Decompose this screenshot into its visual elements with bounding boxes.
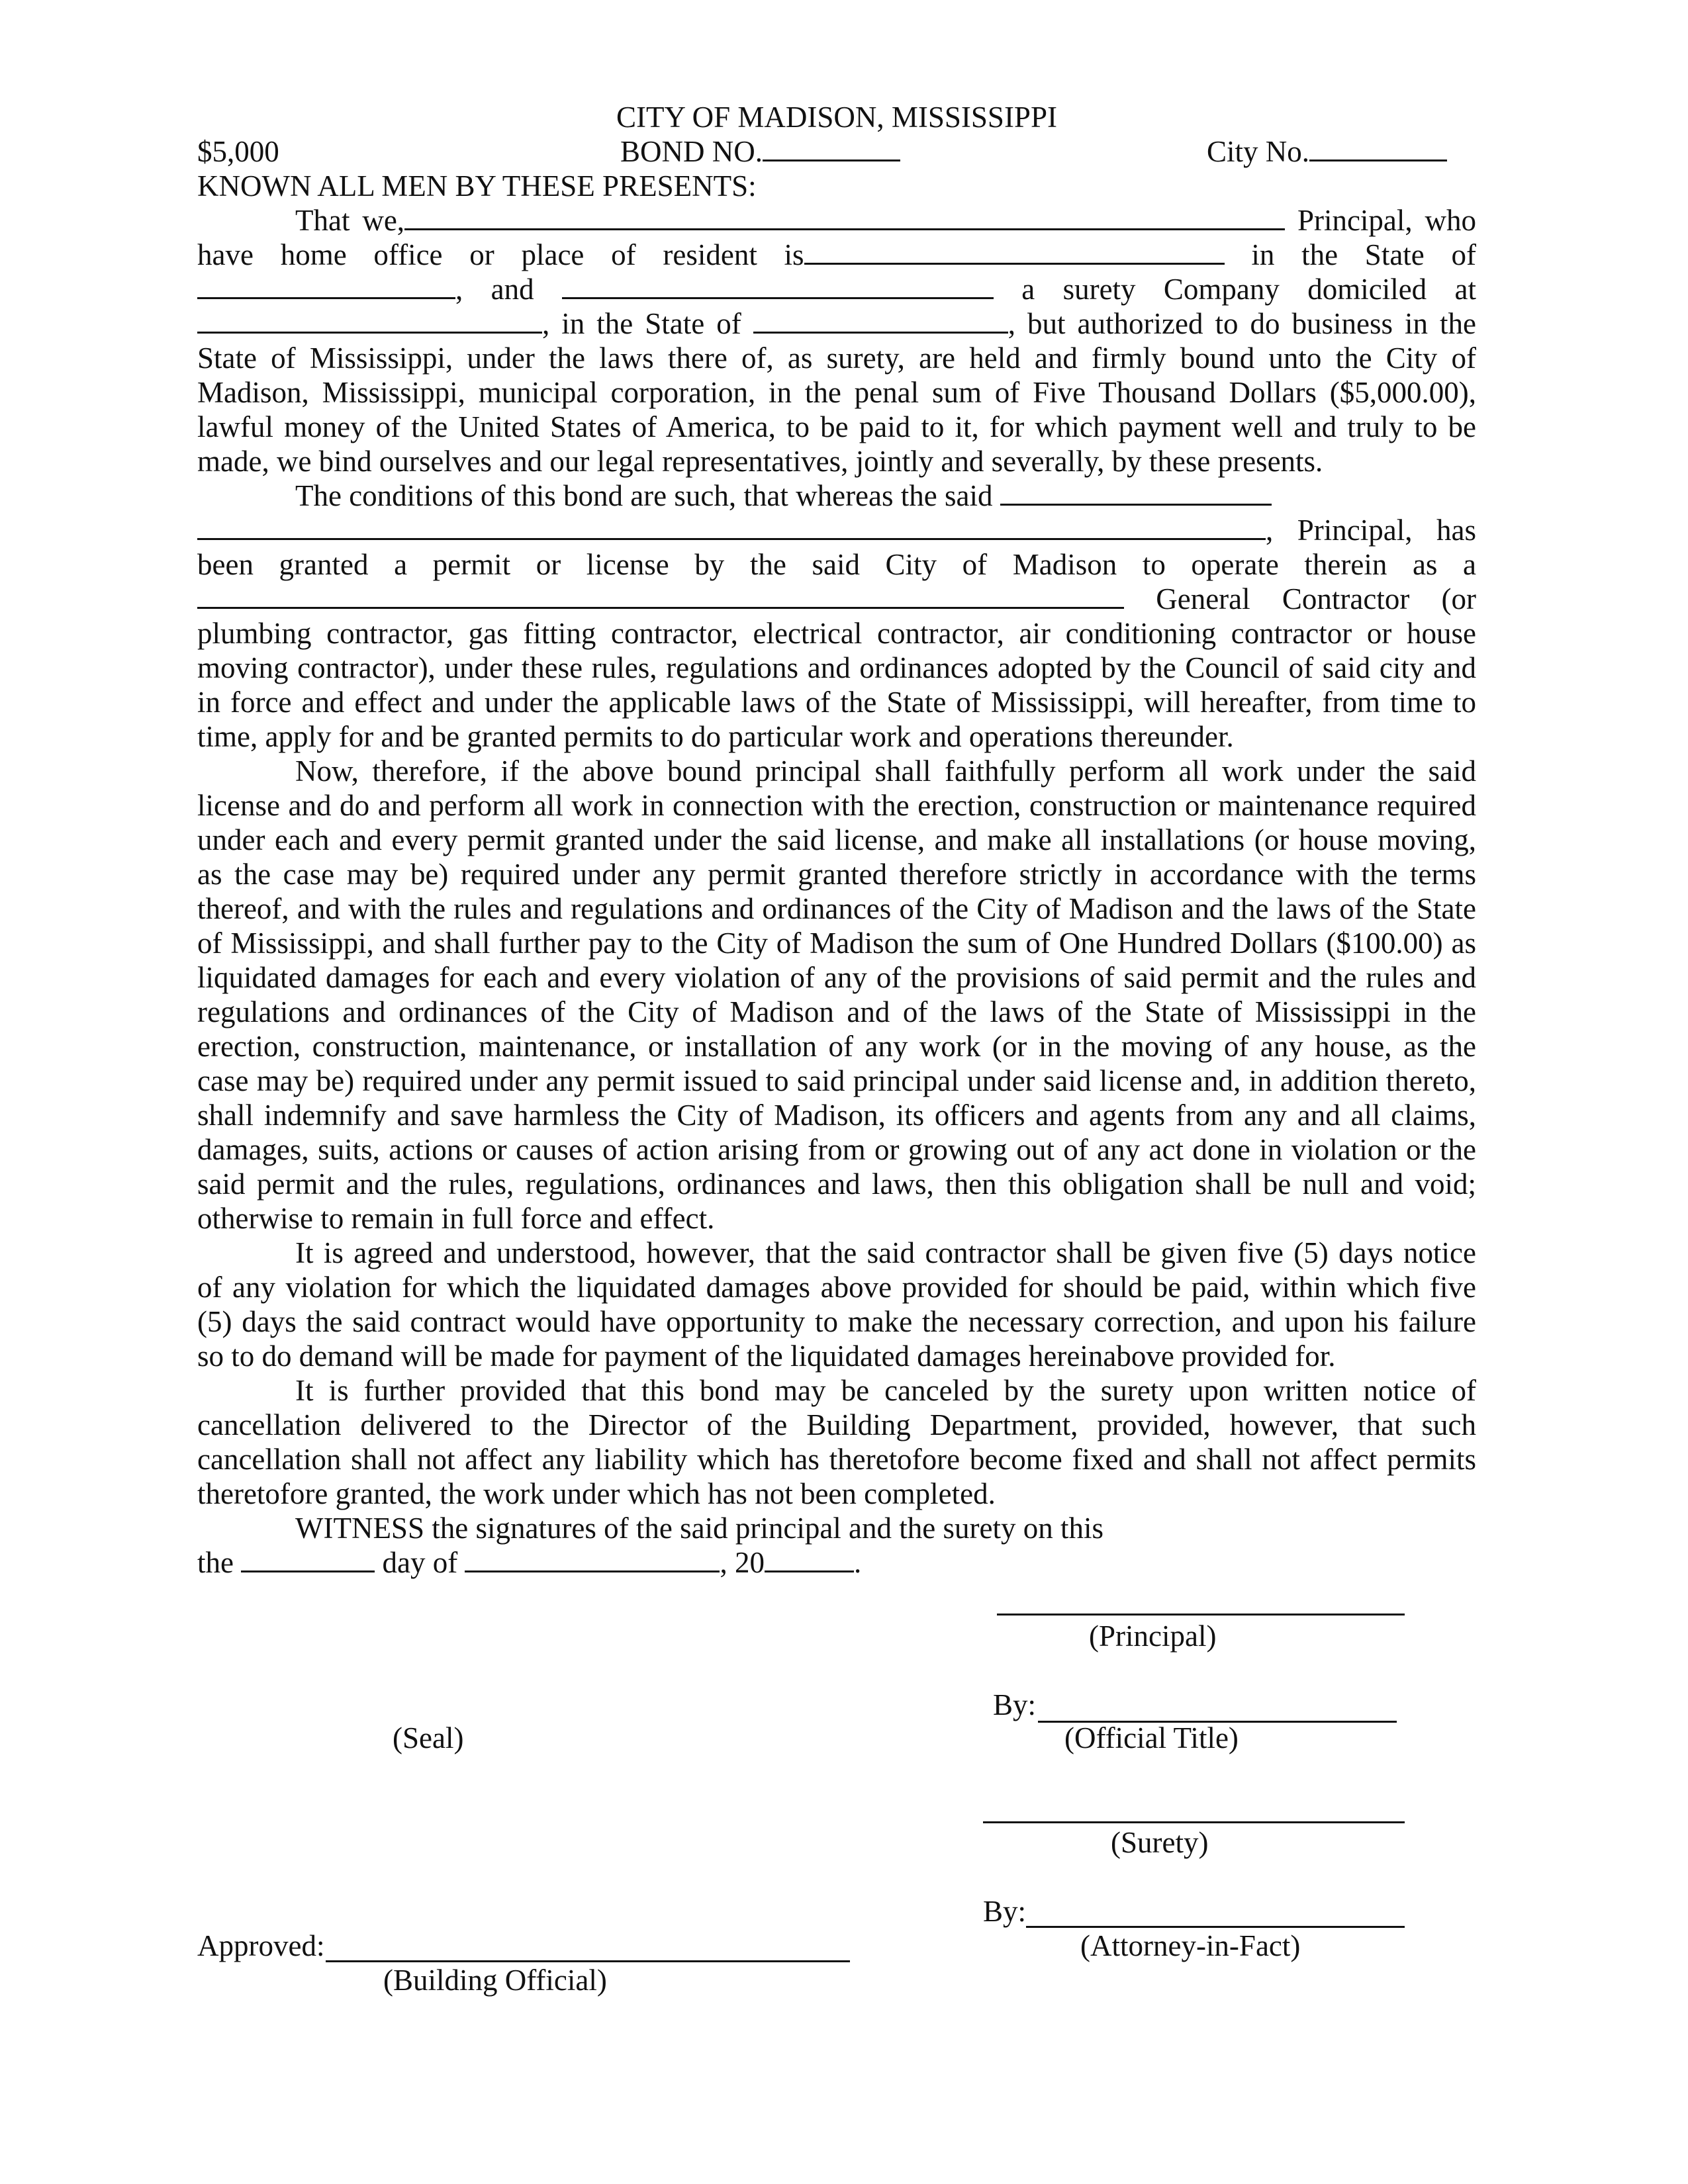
home-office-label: have home office or place of resident is [197, 238, 804, 271]
principal-state-blank[interactable] [197, 272, 455, 299]
the-label: the [197, 1546, 234, 1579]
paragraph-line: theretofore granted, the work under which has not been completed. [197, 1477, 996, 1510]
conditions-line-4 [197, 582, 1476, 616]
contractor-type-blank[interactable] [197, 582, 1124, 609]
city-no-field[interactable] [1207, 134, 1447, 169]
approved-label: Approved: [197, 1929, 325, 1962]
title-text: CITY OF MADISON, MISSISSIPPI [616, 101, 1057, 134]
intro-line-1 [197, 203, 1476, 238]
paragraph-line: as the case may be) required under any permit granted therefore strictly in accordance with the terms [197, 858, 1476, 891]
surety-signature-line[interactable] [983, 1821, 1405, 1823]
in-state-of-label: in the State of [1251, 238, 1476, 271]
paragraphs-body [197, 616, 1476, 1545]
paragraph-line: of any violation for which the liquidated damages above provided for should be paid, within which five [197, 1271, 1476, 1304]
paragraph-line: of Mississippi, and shall further pay to the City of Madison the sum of One Hundred Dollars ($100.00) as [197, 927, 1476, 960]
by-label-2: By: [983, 1895, 1027, 1928]
date-line [197, 1545, 1476, 1580]
intro-line-3 [197, 272, 1476, 306]
paragraph-line: WITNESS the signatures of the said principal and the surety on this [295, 1512, 1103, 1545]
paragraph-line: said permit and the rules, regulations, ordinances and laws, then this obligation shall be null and void; [197, 1167, 1476, 1201]
paragraph-line: damages, suits, actions or causes of action arising from or growing out of any act done in violation or the [197, 1133, 1476, 1166]
paragraph-line: in force and effect and under the applicable laws of the State of Mississippi, will hereafter, from time to [197, 686, 1476, 719]
surety-domicile-blank[interactable] [197, 306, 542, 334]
paragraph-line: under each and every permit granted under the said license, and make all installations (or house moving, [197, 823, 1476, 856]
conditions-principal-blank[interactable] [1000, 478, 1272, 506]
paragraph-line: otherwise to remain in full force and effect. [197, 1202, 715, 1235]
paragraph-line: It is agreed and understood, however, that the said contractor shall be given five (5) days notice [295, 1236, 1476, 1269]
paragraph-line: time, apply for and be granted permits to do particular work and operations thereunder. [197, 720, 1234, 753]
year-blank[interactable] [765, 1545, 854, 1572]
principal-has-label: , Principal, has [1266, 514, 1476, 547]
paragraph-line: (5) days the said contract would have opportunity to make the necessary correction, and upon his failure [197, 1305, 1476, 1338]
paragraph-line: Now, therefore, if the above bound principal shall faithfully perform all work under the said [295, 754, 1476, 788]
paragraph-line: It is further provided that this bond may be canceled by the surety upon written notice of [295, 1374, 1476, 1407]
official-title-caption: (Official Title) [1064, 1721, 1239, 1754]
bond-header-row [197, 134, 1476, 169]
paragraph-line: lawful money of the United States of America, to be paid to it, for which payment well and truly to be [197, 410, 1476, 443]
principal-name-blank[interactable] [404, 203, 1285, 230]
attorney-caption: (Attorney-in-Fact) [1080, 1929, 1301, 1962]
granted-text: been granted a permit or license by the said City of Madison to operate therein as a [197, 548, 1476, 581]
bond-no-label: BOND NO. [620, 135, 763, 168]
approved-signature-line[interactable] [326, 1960, 850, 1962]
paragraph-line: made, we bind ourselves and our legal representatives, jointly and severally, by these presents. [197, 445, 1323, 478]
paragraph-line: regulations and ordinances of the City of Madison and of the laws of the State of Mississippi in the [197, 995, 1476, 1028]
principal-caption: (Principal) [1089, 1619, 1217, 1653]
paragraph-line: case may be) required under any permit issued to said principal under said license and, in addition thereto, [197, 1064, 1476, 1097]
period: . [853, 1546, 862, 1579]
bond-no-field[interactable] [620, 134, 900, 169]
day-blank[interactable] [241, 1545, 375, 1572]
paragraph-line: so to do demand will be made for payment of the liquidated damages hereinabove provided for. [197, 1340, 1336, 1373]
surety-company-label: a surety Company domiciled at [1021, 273, 1476, 306]
surety-company-blank[interactable] [562, 272, 994, 299]
building-official-caption: (Building Official) [383, 1964, 607, 1997]
principal-who-label: Principal, who [1297, 204, 1476, 237]
intro-line-4 [197, 306, 1476, 341]
conditions-intro: The conditions of this bond are such, that whereas the said [295, 479, 993, 512]
paragraph-line: State of Mississippi, under the laws there of, as surety, are held and firmly bound unto the City of [197, 341, 1476, 375]
month-blank[interactable] [465, 1545, 720, 1572]
residence-blank[interactable] [804, 238, 1225, 265]
intro-line-2 [197, 238, 1476, 272]
city-no-label: City No. [1207, 135, 1310, 168]
and-label: , and [455, 273, 534, 306]
paragraph-line: cancellation delivered to the Director of the Building Department, provided, however, that such [197, 1408, 1476, 1441]
bond-amount: $5,000 [197, 135, 279, 168]
authorized-label: , but authorized to do business in the [1008, 307, 1476, 340]
city-no-blank[interactable] [1309, 134, 1447, 161]
bond-document [197, 100, 1476, 1580]
conditions-line-2 [197, 513, 1476, 547]
conditions-line-3 [197, 547, 1476, 582]
paragraph-line: Madison, Mississippi, municipal corporation, in the penal sum of Five Thousand Dollars ($5,000.00), [197, 376, 1476, 409]
that-we-label: That we, [295, 204, 405, 237]
conditions-principal-name-blank[interactable] [197, 513, 1266, 540]
paragraph-line: plumbing contractor, gas fitting contractor, electrical contractor, air conditioning contractor or house [197, 617, 1476, 650]
paragraph-line: moving contractor), under these rules, regulations and ordinances adopted by the Council of said city and [197, 651, 1476, 684]
conditions-line-1 [197, 478, 1476, 513]
bond-no-blank[interactable] [763, 134, 900, 161]
general-contractor-label: General Contractor (or [1156, 582, 1476, 615]
document-title [197, 100, 1476, 134]
paragraph-line: thereof, and with the rules and regulations and ordinances of the City of Madison and the laws of the State [197, 892, 1476, 925]
paragraph-line: erection, construction, maintenance, or installation of any work (or in the moving of any house, as the [197, 1030, 1476, 1063]
known-text: KNOWN ALL MEN BY THESE PRESENTS: [197, 169, 757, 203]
seal-caption: (Seal) [393, 1721, 464, 1754]
paragraph-line: liquidated damages for each and every violation of any of the provisions of said permit and the rules and [197, 961, 1476, 994]
paragraph-line: cancellation shall not affect any liability which has theretofore become fixed and shall not affect permits [197, 1443, 1476, 1476]
day-of-label: day of [382, 1546, 458, 1579]
principal-signature-line[interactable] [997, 1614, 1405, 1615]
year-prefix: , 20 [720, 1546, 765, 1579]
by-label-1: By: [993, 1688, 1037, 1721]
attorney-signature-line[interactable] [1026, 1926, 1405, 1928]
surety-state-blank[interactable] [753, 306, 1008, 334]
in-state-label: , in the State of [542, 307, 741, 340]
surety-caption: (Surety) [1111, 1826, 1209, 1859]
known-all-men [197, 169, 1476, 203]
paragraph-bound [197, 341, 1476, 478]
paragraph-line: license and do and perform all work in connection with the erection, construction or maintenance required [197, 789, 1476, 822]
paragraph-line: shall indemnify and save harmless the City of Madison, its officers and agents from any and all claims, [197, 1099, 1476, 1132]
